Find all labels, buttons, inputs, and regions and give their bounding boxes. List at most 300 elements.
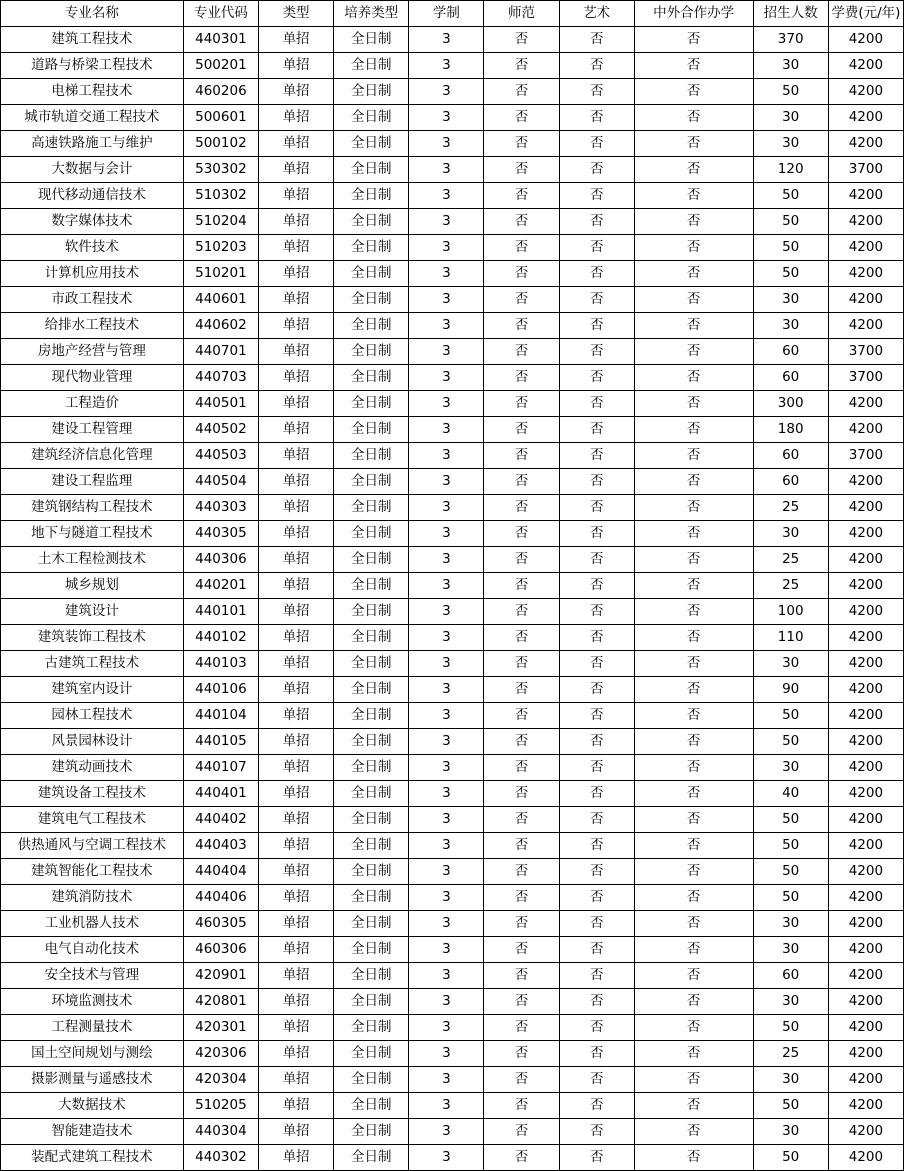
cell-enrollment: 50 xyxy=(753,833,828,859)
cell-training-type: 全日制 xyxy=(334,599,409,625)
cell-type: 单招 xyxy=(258,651,333,677)
cell-enrollment: 30 xyxy=(753,105,828,131)
cell-major-name: 土木工程检测技术 xyxy=(1,547,184,573)
cell-duration: 3 xyxy=(409,417,484,443)
cell-major-code: 440105 xyxy=(183,729,258,755)
cell-enrollment: 180 xyxy=(753,417,828,443)
cell-major-code: 440104 xyxy=(183,703,258,729)
cell-duration: 3 xyxy=(409,937,484,963)
cell-type: 单招 xyxy=(258,703,333,729)
cell-type: 单招 xyxy=(258,1093,333,1119)
cell-tuition: 4200 xyxy=(828,885,903,911)
cell-duration: 3 xyxy=(409,495,484,521)
cell-tuition: 4200 xyxy=(828,1093,903,1119)
cell-duration: 3 xyxy=(409,599,484,625)
cell-major-code: 440406 xyxy=(183,885,258,911)
table-row xyxy=(1,183,904,209)
cell-normal: 否 xyxy=(484,495,559,521)
cell-training-type: 全日制 xyxy=(334,729,409,755)
cell-normal: 否 xyxy=(484,469,559,495)
cell-type: 单招 xyxy=(258,911,333,937)
cell-major-code: 440305 xyxy=(183,521,258,547)
cell-major-name: 工程测量技术 xyxy=(1,1015,184,1041)
cell-normal: 否 xyxy=(484,1145,559,1171)
cell-sino-foreign: 否 xyxy=(634,703,753,729)
cell-duration: 3 xyxy=(409,547,484,573)
cell-duration: 3 xyxy=(409,963,484,989)
cell-normal: 否 xyxy=(484,755,559,781)
cell-major-code: 460305 xyxy=(183,911,258,937)
cell-art: 否 xyxy=(559,651,634,677)
cell-sino-foreign: 否 xyxy=(634,469,753,495)
cell-art: 否 xyxy=(559,287,634,313)
cell-tuition: 4200 xyxy=(828,703,903,729)
cell-enrollment: 300 xyxy=(753,391,828,417)
cell-enrollment: 50 xyxy=(753,1145,828,1171)
table-row xyxy=(1,79,904,105)
cell-sino-foreign: 否 xyxy=(634,859,753,885)
cell-duration: 3 xyxy=(409,755,484,781)
cell-tuition: 4200 xyxy=(828,729,903,755)
cell-major-name: 建筑装饰工程技术 xyxy=(1,625,184,651)
table-row xyxy=(1,625,904,651)
cell-tuition: 4200 xyxy=(828,521,903,547)
cell-tuition: 4200 xyxy=(828,209,903,235)
cell-major-name: 建筑电气工程技术 xyxy=(1,807,184,833)
cell-art: 否 xyxy=(559,573,634,599)
cell-major-name: 市政工程技术 xyxy=(1,287,184,313)
table-row xyxy=(1,833,904,859)
cell-training-type: 全日制 xyxy=(334,157,409,183)
cell-duration: 3 xyxy=(409,443,484,469)
cell-type: 单招 xyxy=(258,1041,333,1067)
cell-sino-foreign: 否 xyxy=(634,781,753,807)
table-row xyxy=(1,729,904,755)
cell-training-type: 全日制 xyxy=(334,131,409,157)
table-row xyxy=(1,885,904,911)
cell-type: 单招 xyxy=(258,365,333,391)
cell-duration: 3 xyxy=(409,339,484,365)
cell-enrollment: 30 xyxy=(753,287,828,313)
cell-training-type: 全日制 xyxy=(334,963,409,989)
cell-type: 单招 xyxy=(258,937,333,963)
cell-major-name: 风景园林设计 xyxy=(1,729,184,755)
cell-normal: 否 xyxy=(484,443,559,469)
cell-art: 否 xyxy=(559,1015,634,1041)
table-row xyxy=(1,313,904,339)
cell-type: 单招 xyxy=(258,339,333,365)
cell-major-code: 440503 xyxy=(183,443,258,469)
cell-training-type: 全日制 xyxy=(334,859,409,885)
cell-tuition: 4200 xyxy=(828,937,903,963)
cell-training-type: 全日制 xyxy=(334,287,409,313)
cell-training-type: 全日制 xyxy=(334,235,409,261)
cell-training-type: 全日制 xyxy=(334,573,409,599)
cell-normal: 否 xyxy=(484,209,559,235)
cell-major-code: 440301 xyxy=(183,27,258,53)
cell-major-code: 440401 xyxy=(183,781,258,807)
cell-sino-foreign: 否 xyxy=(634,495,753,521)
table-row xyxy=(1,365,904,391)
cell-sino-foreign: 否 xyxy=(634,573,753,599)
table-row xyxy=(1,989,904,1015)
cell-type: 单招 xyxy=(258,27,333,53)
cell-sino-foreign: 否 xyxy=(634,677,753,703)
cell-major-name: 计算机应用技术 xyxy=(1,261,184,287)
cell-duration: 3 xyxy=(409,989,484,1015)
cell-normal: 否 xyxy=(484,833,559,859)
cell-art: 否 xyxy=(559,235,634,261)
cell-training-type: 全日制 xyxy=(334,1093,409,1119)
cell-enrollment: 50 xyxy=(753,729,828,755)
cell-normal: 否 xyxy=(484,807,559,833)
cell-type: 单招 xyxy=(258,209,333,235)
table-row xyxy=(1,235,904,261)
cell-sino-foreign: 否 xyxy=(634,1067,753,1093)
cell-major-code: 510201 xyxy=(183,261,258,287)
cell-sino-foreign: 否 xyxy=(634,1119,753,1145)
cell-duration: 3 xyxy=(409,651,484,677)
table-row xyxy=(1,287,904,313)
cell-type: 单招 xyxy=(258,1015,333,1041)
cell-art: 否 xyxy=(559,339,634,365)
cell-type: 单招 xyxy=(258,989,333,1015)
cell-normal: 否 xyxy=(484,703,559,729)
cell-sino-foreign: 否 xyxy=(634,755,753,781)
cell-training-type: 全日制 xyxy=(334,1041,409,1067)
cell-normal: 否 xyxy=(484,911,559,937)
cell-art: 否 xyxy=(559,417,634,443)
cell-major-name: 建筑设计 xyxy=(1,599,184,625)
table-row xyxy=(1,1093,904,1119)
cell-art: 否 xyxy=(559,1067,634,1093)
cell-tuition: 4200 xyxy=(828,1119,903,1145)
cell-sino-foreign: 否 xyxy=(634,937,753,963)
cell-duration: 3 xyxy=(409,729,484,755)
cell-enrollment: 50 xyxy=(753,703,828,729)
cell-normal: 否 xyxy=(484,729,559,755)
cell-duration: 3 xyxy=(409,859,484,885)
cell-major-name: 房地产经营与管理 xyxy=(1,339,184,365)
cell-training-type: 全日制 xyxy=(334,53,409,79)
cell-major-code: 420801 xyxy=(183,989,258,1015)
cell-normal: 否 xyxy=(484,989,559,1015)
cell-duration: 3 xyxy=(409,885,484,911)
cell-duration: 3 xyxy=(409,391,484,417)
header-normal: 师范 xyxy=(484,1,559,27)
cell-normal: 否 xyxy=(484,417,559,443)
cell-major-code: 530302 xyxy=(183,157,258,183)
cell-tuition: 4200 xyxy=(828,755,903,781)
cell-normal: 否 xyxy=(484,79,559,105)
cell-sino-foreign: 否 xyxy=(634,1093,753,1119)
cell-training-type: 全日制 xyxy=(334,703,409,729)
cell-art: 否 xyxy=(559,963,634,989)
cell-training-type: 全日制 xyxy=(334,183,409,209)
cell-training-type: 全日制 xyxy=(334,469,409,495)
cell-tuition: 4200 xyxy=(828,963,903,989)
cell-sino-foreign: 否 xyxy=(634,547,753,573)
header-duration: 学制 xyxy=(409,1,484,27)
table-row xyxy=(1,677,904,703)
cell-enrollment: 50 xyxy=(753,209,828,235)
table-row xyxy=(1,27,904,53)
cell-training-type: 全日制 xyxy=(334,105,409,131)
cell-enrollment: 60 xyxy=(753,963,828,989)
cell-type: 单招 xyxy=(258,495,333,521)
cell-art: 否 xyxy=(559,391,634,417)
cell-duration: 3 xyxy=(409,105,484,131)
cell-tuition: 4200 xyxy=(828,547,903,573)
cell-normal: 否 xyxy=(484,625,559,651)
header-art: 艺术 xyxy=(559,1,634,27)
cell-normal: 否 xyxy=(484,157,559,183)
cell-enrollment: 40 xyxy=(753,781,828,807)
cell-duration: 3 xyxy=(409,157,484,183)
cell-art: 否 xyxy=(559,79,634,105)
cell-art: 否 xyxy=(559,521,634,547)
cell-major-name: 道路与桥梁工程技术 xyxy=(1,53,184,79)
cell-training-type: 全日制 xyxy=(334,911,409,937)
cell-major-name: 建筑经济信息化管理 xyxy=(1,443,184,469)
cell-type: 单招 xyxy=(258,755,333,781)
cell-major-name: 装配式建筑工程技术 xyxy=(1,1145,184,1171)
cell-major-code: 510205 xyxy=(183,1093,258,1119)
cell-major-name: 城市轨道交通工程技术 xyxy=(1,105,184,131)
cell-major-code: 440302 xyxy=(183,1145,258,1171)
cell-major-code: 510204 xyxy=(183,209,258,235)
cell-normal: 否 xyxy=(484,1093,559,1119)
cell-major-name: 摄影测量与遥感技术 xyxy=(1,1067,184,1093)
header-sino-foreign: 中外合作办学 xyxy=(634,1,753,27)
cell-normal: 否 xyxy=(484,859,559,885)
cell-art: 否 xyxy=(559,781,634,807)
cell-normal: 否 xyxy=(484,131,559,157)
cell-art: 否 xyxy=(559,547,634,573)
cell-tuition: 4200 xyxy=(828,287,903,313)
cell-major-name: 城乡规划 xyxy=(1,573,184,599)
cell-enrollment: 25 xyxy=(753,547,828,573)
cell-sino-foreign: 否 xyxy=(634,1145,753,1171)
cell-type: 单招 xyxy=(258,1067,333,1093)
table-row xyxy=(1,963,904,989)
cell-training-type: 全日制 xyxy=(334,209,409,235)
cell-sino-foreign: 否 xyxy=(634,625,753,651)
cell-training-type: 全日制 xyxy=(334,755,409,781)
cell-major-code: 500102 xyxy=(183,131,258,157)
cell-type: 单招 xyxy=(258,599,333,625)
cell-tuition: 3700 xyxy=(828,443,903,469)
cell-type: 单招 xyxy=(258,729,333,755)
cell-tuition: 4200 xyxy=(828,417,903,443)
cell-tuition: 3700 xyxy=(828,339,903,365)
cell-enrollment: 25 xyxy=(753,1041,828,1067)
cell-type: 单招 xyxy=(258,573,333,599)
cell-major-code: 440403 xyxy=(183,833,258,859)
cell-major-name: 国土空间规划与测绘 xyxy=(1,1041,184,1067)
cell-sino-foreign: 否 xyxy=(634,131,753,157)
cell-enrollment: 30 xyxy=(753,131,828,157)
cell-major-name: 软件技术 xyxy=(1,235,184,261)
table-row xyxy=(1,573,904,599)
cell-duration: 3 xyxy=(409,53,484,79)
cell-enrollment: 60 xyxy=(753,365,828,391)
cell-major-code: 440502 xyxy=(183,417,258,443)
cell-duration: 3 xyxy=(409,1119,484,1145)
cell-type: 单招 xyxy=(258,443,333,469)
table-row xyxy=(1,781,904,807)
cell-duration: 3 xyxy=(409,131,484,157)
cell-sino-foreign: 否 xyxy=(634,1041,753,1067)
table-row xyxy=(1,521,904,547)
cell-sino-foreign: 否 xyxy=(634,79,753,105)
cell-enrollment: 30 xyxy=(753,1067,828,1093)
cell-art: 否 xyxy=(559,677,634,703)
cell-tuition: 4200 xyxy=(828,469,903,495)
cell-major-name: 建筑智能化工程技术 xyxy=(1,859,184,885)
header-major-code: 专业代码 xyxy=(183,1,258,27)
table-row xyxy=(1,651,904,677)
table-row xyxy=(1,755,904,781)
cell-major-name: 安全技术与管理 xyxy=(1,963,184,989)
cell-art: 否 xyxy=(559,703,634,729)
cell-training-type: 全日制 xyxy=(334,1067,409,1093)
cell-normal: 否 xyxy=(484,235,559,261)
cell-major-code: 510203 xyxy=(183,235,258,261)
cell-duration: 3 xyxy=(409,261,484,287)
cell-sino-foreign: 否 xyxy=(634,261,753,287)
cell-major-name: 古建筑工程技术 xyxy=(1,651,184,677)
cell-sino-foreign: 否 xyxy=(634,313,753,339)
table-row xyxy=(1,261,904,287)
cell-sino-foreign: 否 xyxy=(634,651,753,677)
cell-training-type: 全日制 xyxy=(334,365,409,391)
cell-training-type: 全日制 xyxy=(334,417,409,443)
cell-training-type: 全日制 xyxy=(334,625,409,651)
table-row xyxy=(1,1041,904,1067)
cell-major-code: 420901 xyxy=(183,963,258,989)
cell-duration: 3 xyxy=(409,1145,484,1171)
cell-normal: 否 xyxy=(484,53,559,79)
cell-sino-foreign: 否 xyxy=(634,599,753,625)
cell-type: 单招 xyxy=(258,859,333,885)
cell-tuition: 4200 xyxy=(828,1015,903,1041)
cell-normal: 否 xyxy=(484,261,559,287)
cell-art: 否 xyxy=(559,1041,634,1067)
cell-type: 单招 xyxy=(258,885,333,911)
cell-duration: 3 xyxy=(409,1041,484,1067)
cell-type: 单招 xyxy=(258,131,333,157)
cell-type: 单招 xyxy=(258,625,333,651)
cell-tuition: 4200 xyxy=(828,833,903,859)
cell-type: 单招 xyxy=(258,183,333,209)
cell-sino-foreign: 否 xyxy=(634,339,753,365)
cell-duration: 3 xyxy=(409,235,484,261)
cell-major-code: 420306 xyxy=(183,1041,258,1067)
cell-sino-foreign: 否 xyxy=(634,729,753,755)
cell-art: 否 xyxy=(559,261,634,287)
cell-type: 单招 xyxy=(258,105,333,131)
cell-enrollment: 50 xyxy=(753,183,828,209)
cell-major-name: 电梯工程技术 xyxy=(1,79,184,105)
cell-type: 单招 xyxy=(258,287,333,313)
table-row xyxy=(1,105,904,131)
cell-major-code: 500201 xyxy=(183,53,258,79)
cell-duration: 3 xyxy=(409,365,484,391)
table-row xyxy=(1,1119,904,1145)
table-row xyxy=(1,599,904,625)
cell-major-name: 建设工程监理 xyxy=(1,469,184,495)
cell-major-name: 高速铁路施工与维护 xyxy=(1,131,184,157)
cell-art: 否 xyxy=(559,1093,634,1119)
cell-sino-foreign: 否 xyxy=(634,885,753,911)
cell-duration: 3 xyxy=(409,27,484,53)
cell-art: 否 xyxy=(559,469,634,495)
cell-major-code: 440501 xyxy=(183,391,258,417)
cell-normal: 否 xyxy=(484,573,559,599)
table-body xyxy=(1,27,904,1171)
cell-major-name: 现代物业管理 xyxy=(1,365,184,391)
cell-sino-foreign: 否 xyxy=(634,27,753,53)
cell-normal: 否 xyxy=(484,781,559,807)
cell-enrollment: 30 xyxy=(753,53,828,79)
cell-enrollment: 60 xyxy=(753,469,828,495)
cell-normal: 否 xyxy=(484,885,559,911)
cell-major-code: 440201 xyxy=(183,573,258,599)
cell-major-code: 440304 xyxy=(183,1119,258,1145)
cell-duration: 3 xyxy=(409,469,484,495)
cell-major-code: 460306 xyxy=(183,937,258,963)
cell-type: 单招 xyxy=(258,781,333,807)
cell-major-code: 420301 xyxy=(183,1015,258,1041)
cell-art: 否 xyxy=(559,807,634,833)
cell-duration: 3 xyxy=(409,703,484,729)
cell-enrollment: 50 xyxy=(753,1015,828,1041)
table-row xyxy=(1,417,904,443)
cell-sino-foreign: 否 xyxy=(634,989,753,1015)
cell-duration: 3 xyxy=(409,1067,484,1093)
cell-enrollment: 30 xyxy=(753,989,828,1015)
cell-training-type: 全日制 xyxy=(334,989,409,1015)
header-row xyxy=(1,1,904,27)
cell-major-name: 电气自动化技术 xyxy=(1,937,184,963)
cell-normal: 否 xyxy=(484,313,559,339)
cell-duration: 3 xyxy=(409,521,484,547)
cell-sino-foreign: 否 xyxy=(634,235,753,261)
cell-type: 单招 xyxy=(258,1119,333,1145)
cell-art: 否 xyxy=(559,833,634,859)
cell-art: 否 xyxy=(559,105,634,131)
cell-enrollment: 110 xyxy=(753,625,828,651)
cell-tuition: 4200 xyxy=(828,599,903,625)
cell-major-code: 440703 xyxy=(183,365,258,391)
cell-duration: 3 xyxy=(409,79,484,105)
cell-art: 否 xyxy=(559,365,634,391)
table-row xyxy=(1,469,904,495)
cell-major-code: 420304 xyxy=(183,1067,258,1093)
cell-sino-foreign: 否 xyxy=(634,911,753,937)
cell-training-type: 全日制 xyxy=(334,677,409,703)
cell-major-name: 建筑消防技术 xyxy=(1,885,184,911)
cell-normal: 否 xyxy=(484,183,559,209)
cell-normal: 否 xyxy=(484,391,559,417)
cell-normal: 否 xyxy=(484,599,559,625)
cell-enrollment: 50 xyxy=(753,1093,828,1119)
cell-training-type: 全日制 xyxy=(334,781,409,807)
cell-normal: 否 xyxy=(484,1041,559,1067)
cell-sino-foreign: 否 xyxy=(634,963,753,989)
cell-sino-foreign: 否 xyxy=(634,391,753,417)
